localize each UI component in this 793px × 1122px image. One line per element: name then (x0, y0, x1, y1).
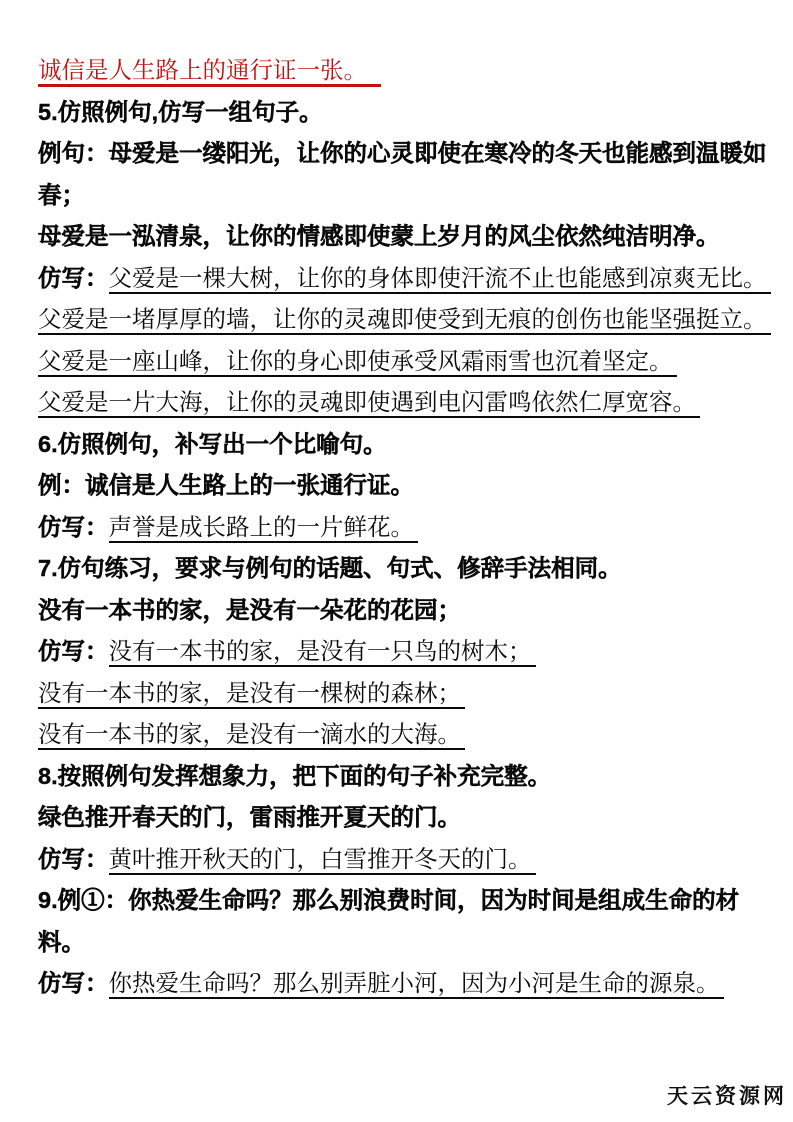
answer-line (38, 299, 780, 341)
question-line (38, 797, 780, 839)
answer-label: 仿写： (38, 513, 109, 540)
answer-label: 仿写： (38, 264, 109, 291)
answer-line (38, 631, 780, 673)
line-text: 绿色推开春天的门，雷雨推开夏天的门。 (38, 804, 461, 830)
line-text: 父爱是一座山峰，让你的身心即使承受风霜雨雪也沉着坚定。 (38, 348, 677, 377)
line-text: 父爱是一片大海，让你的灵魂即使遇到电闪雷鸣依然仁厚宽容。 (38, 389, 700, 418)
answer-label: 仿写： (38, 638, 109, 664)
line-text: 没有一本书的家，是没有一朵花的花园； (38, 596, 461, 623)
answer-label: 仿写： (38, 970, 109, 996)
line-text: 父爱是一棵大树，让你的身体即使汗流不止也能感到凉爽无比。 (109, 265, 771, 294)
line-text: 没有一本书的家，是没有一棵树的森林； (38, 680, 465, 709)
question-line (38, 216, 780, 258)
worksheet-body (38, 50, 780, 1005)
line-text: 5.仿照例句,仿写一组句子。 (38, 98, 323, 125)
question-line (38, 590, 780, 632)
question-line (38, 133, 780, 216)
question-line (38, 92, 780, 134)
line-text: 父爱是一堵厚厚的墙，让你的灵魂即使受到无痕的创伤也能坚强挺立。 (38, 306, 771, 335)
line-text: 你热爱生命吗？那么别弄脏小河，因为小河是生命的源泉。 (109, 970, 724, 999)
line-text: 例句：母爱是一缕阳光，让你的心灵即使在寒冷的冬天也能感到温暖如春； (38, 140, 767, 208)
answer-line (38, 341, 780, 383)
answer-line (38, 673, 780, 715)
answer-line (38, 382, 780, 424)
answer-label: 仿写： (38, 845, 109, 872)
answer-line (38, 963, 780, 1005)
line-text: 9.例①：你热爱生命吗？那么别浪费时间，因为时间是组成生命的材料。 (38, 887, 740, 955)
line-text: 声誉是成长路上的一片鲜花。 (109, 514, 419, 543)
question-line (38, 548, 780, 590)
question-line (38, 756, 780, 798)
answer-line (38, 714, 780, 756)
line-text: 6.仿照例句，补写出一个比喻句。 (38, 430, 387, 457)
question-line (38, 465, 780, 507)
line-text: 黄叶推开秋天的门，白雪推开冬天的门。 (109, 846, 536, 875)
answer-line (38, 839, 780, 881)
line-text: 诚信是人生路上的通行证一张。 (38, 57, 381, 87)
watermark: 天云资源网 (667, 1085, 787, 1108)
line-text: 没有一本书的家，是没有一只鸟的树木； (109, 638, 536, 667)
highlighted-answer-line (38, 50, 780, 92)
line-text: 没有一本书的家，是没有一滴水的大海。 (38, 721, 465, 750)
line-text: 例：诚信是人生路上的一张通行证。 (38, 472, 414, 498)
question-line (38, 424, 780, 466)
answer-line (38, 507, 780, 549)
line-text: 7.仿句练习，要求与例句的话题、句式、修辞手法相同。 (38, 555, 622, 581)
answer-line (38, 258, 780, 300)
question-line (38, 880, 780, 963)
line-text: 8.按照例句发挥想象力，把下面的句子补充完整。 (38, 762, 552, 789)
line-text: 母爱是一泓清泉，让你的情感即使蒙上岁月的风尘依然纯洁明净。 (38, 223, 720, 249)
